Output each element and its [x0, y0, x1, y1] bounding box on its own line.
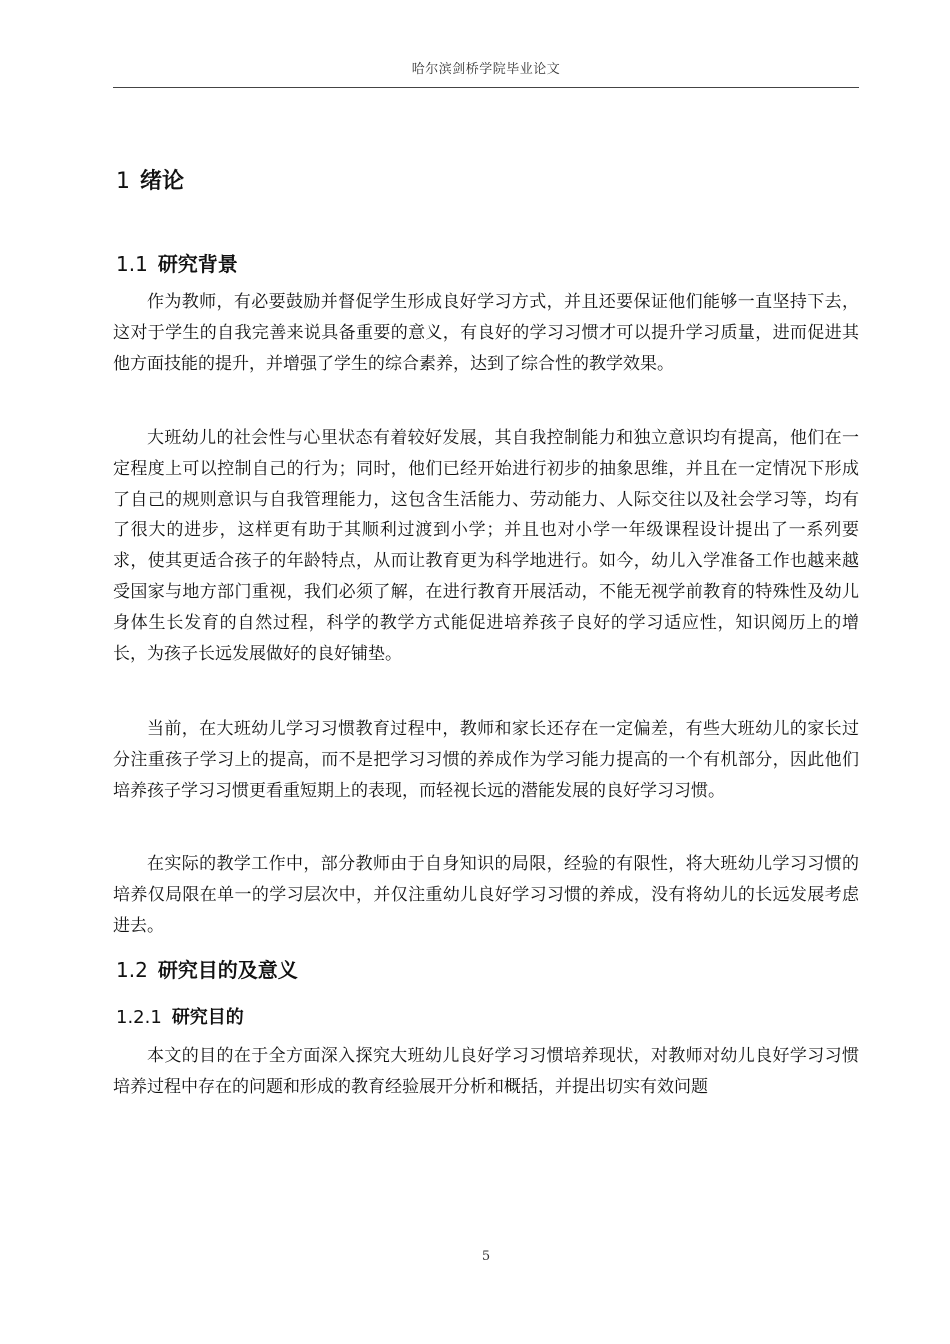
page-number: 5: [481, 1249, 491, 1264]
running-header: 哈尔滨剑桥学院毕业论文: [411, 62, 561, 77]
paragraph: 当前，在大班幼儿学习习惯教育过程中，教师和家长还存在一定偏差，有些大班幼儿的家长过分注重孩子学习上的提高，而不是把学习习惯的养成作为学习能力提高的一个有机部分，因此他们培养孩子学习习惯更看重短期上的表现，而轻视长远的潜能发展的良好学习习惯。: [113, 719, 859, 801]
section-1-2-number: 1.2: [116, 958, 148, 982]
section-1-2-1-heading: [116, 1003, 244, 1029]
paragraph: 本文的目的在于全方面深入探究大班幼儿良好学习习惯培养现状，对教师对幼儿良好学习习惯培养过程中存在的问题和形成的教育经验展开分析和概括，并提出切实有效问题: [113, 1046, 859, 1097]
paragraph: 在实际的教学工作中，部分教师由于自身知识的局限，经验的有限性，将大班幼儿学习习惯的培养仅局限在单一的学习层次中，并仅注重幼儿良好学习习惯的养成，没有将幼儿的长远发展考虑进去。: [113, 854, 859, 936]
section-1-2-heading: [116, 954, 298, 983]
chapter-heading: [116, 164, 184, 195]
section-1-1-heading: [116, 248, 238, 277]
header-rule: [113, 87, 859, 88]
section-1-1-number: 1.1: [116, 252, 148, 276]
section-1-2-1-number: 1.2.1: [116, 1007, 162, 1028]
chapter-number: 1: [116, 169, 130, 194]
section-1-1-title: 研究背景: [157, 252, 238, 276]
chapter-title: 绪论: [140, 169, 185, 194]
section-1-2-1-title: 研究目的: [171, 1007, 244, 1028]
section-1-2-title: 研究目的及意义: [157, 958, 298, 982]
paragraph: 作为教师，有必要鼓励并督促学生形成良好学习方式，并且还要保证他们能够一直坚持下去，这对于学生的自我完善来说具备重要的意义，有良好的学习习惯才可以提升学习质量，进而促进其他方面技能的提升，并增强了学生的综合素养，达到了综合性的教学效果。: [113, 292, 859, 374]
paragraph: 大班幼儿的社会性与心里状态有着较好发展，其自我控制能力和独立意识均有提高，他们在一定程度上可以控制自己的行为；同时，他们已经开始进行初步的抽象思维，并且在一定情况下形成了自己的规则意识与自我管理能力，这包含生活能力、劳动能力、人际交往以及社会学习等，均有了很大的进步，这样更有助于其顺利过渡到小学；并且也对小学一年级课程设计提出了一系列要求，使其更适合孩子的年龄特点，从而让教育更为科学地进行。如今，幼儿入学准备工作也越来越受国家与地方部门重视，我们必须了解，在进行教育开展活动，不能无视学前教育的特殊性及幼儿身体生长发育的自然过程，科学的教学方式能促进培养孩子良好的学习适应性，知识阅历上的增长，为孩子长远发展做好的良好铺垫。: [113, 428, 859, 664]
